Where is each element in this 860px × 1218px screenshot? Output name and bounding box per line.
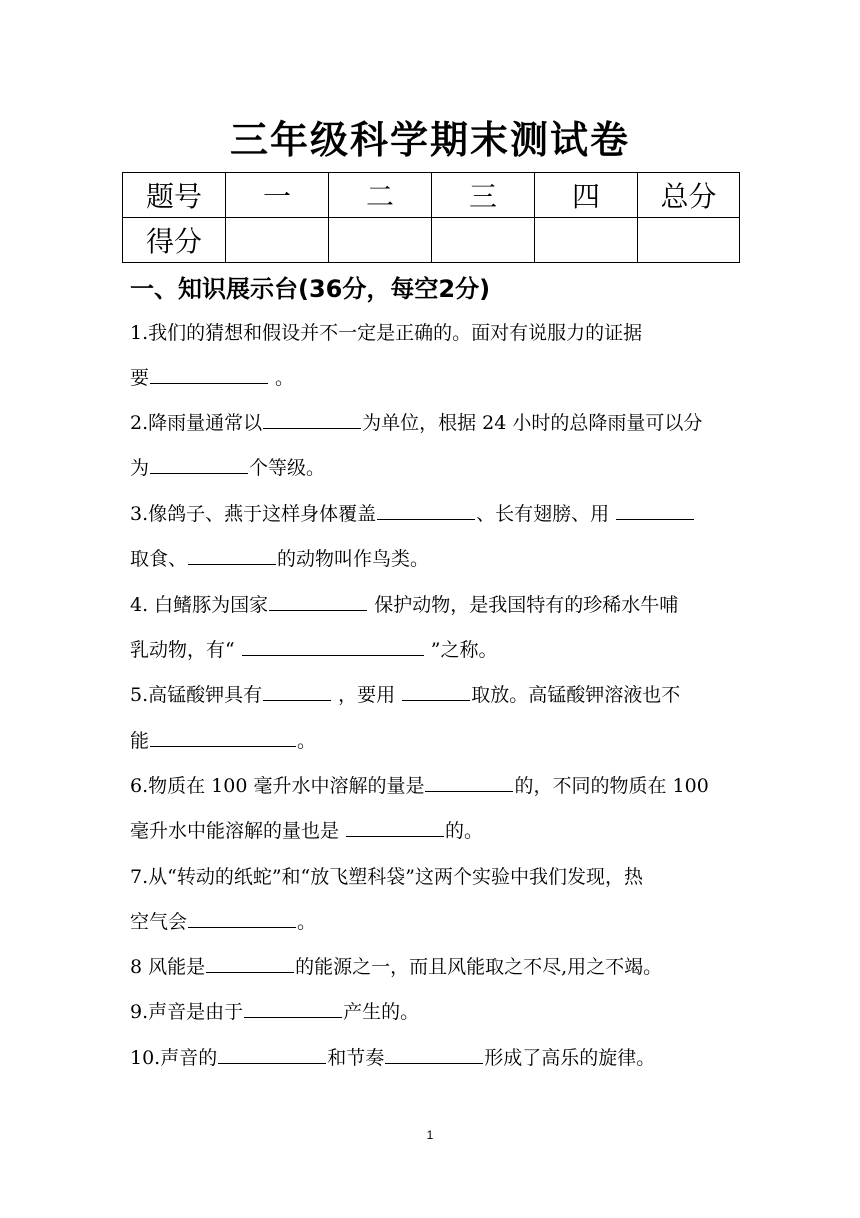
answer-blank[interactable] (218, 1041, 326, 1064)
page-title: 三年级科学期末测试卷 (229, 118, 630, 162)
question-4-line-2: 乳动物，有“ ”之称。 (130, 628, 740, 673)
header-cell: 三 (432, 173, 535, 218)
question-6-line-1: 6.物质在 100 毫升水中溶解的量是 的，不同的物质在 100 (130, 764, 740, 809)
answer-blank[interactable] (263, 406, 361, 429)
header-cell: 题号 (123, 173, 226, 218)
question-6-line-2: 毫升水中能溶解的量也是 的。 (130, 809, 740, 854)
question-3-line-2: 取食、 的动物叫作鸟类。 (130, 537, 740, 582)
answer-blank[interactable] (150, 724, 296, 747)
header-cell: 四 (535, 173, 638, 218)
score-table-header-row (123, 173, 740, 218)
score-cell-total[interactable] (638, 218, 740, 263)
answer-blank[interactable] (269, 588, 367, 611)
score-table (122, 172, 740, 263)
answer-blank[interactable] (377, 497, 475, 520)
question-10: 10.声音的 和节奏 形成了高乐的旋律。 (130, 1036, 740, 1081)
answer-blank[interactable] (263, 678, 331, 701)
answer-blank[interactable] (385, 1041, 483, 1064)
answer-blank[interactable] (346, 814, 444, 837)
question-5-line-2: 能 。 (130, 719, 740, 764)
question-5-line-1: 5.高锰酸钾具有 ，要用 取放。高锰酸钾溶液也不 (130, 673, 740, 718)
header-cell: 一 (226, 173, 329, 218)
question-7-line-2: 空气会 。 (130, 900, 740, 945)
answer-blank[interactable] (616, 497, 694, 520)
answer-blank[interactable] (150, 451, 248, 474)
question-2-line-2: 为 个等级。 (130, 446, 740, 491)
section-heading: 一、知识展示台(36分，每空2分) (130, 275, 491, 303)
question-1-line-2: 要 。 (130, 356, 740, 401)
answer-blank[interactable] (244, 995, 342, 1018)
answer-blank[interactable] (402, 678, 470, 701)
answer-blank[interactable] (150, 361, 268, 384)
question-4-line-1: 4. 白鳍豚为国家 保护动物，是我国特有的珍稀水牛哺 (130, 583, 740, 628)
question-7-line-1: 7.从“转动的纸蛇”和“放飞塑科袋”这两个实验中我们发现，热 (130, 866, 643, 888)
answer-blank[interactable] (425, 769, 513, 792)
score-cell-2[interactable] (329, 218, 432, 263)
score-cell-3[interactable] (432, 218, 535, 263)
page-number: 1 (426, 1128, 434, 1142)
header-cell: 总分 (638, 173, 740, 218)
header-cell: 二 (329, 173, 432, 218)
answer-blank[interactable] (206, 950, 294, 973)
row-label-cell: 得分 (123, 218, 226, 263)
question-1-line-1: 1.我们的猜想和假设并不一定是正确的。面对有说服力的证据 (130, 322, 643, 344)
question-8: 8 风能是 的能源之一，而且风能取之不尽,用之不竭。 (130, 945, 740, 990)
question-9: 9.声音是由于 产生的。 (130, 990, 740, 1035)
answer-blank[interactable] (188, 905, 296, 928)
score-cell-4[interactable] (535, 218, 638, 263)
answer-blank[interactable] (242, 633, 424, 656)
answer-blank[interactable] (188, 542, 276, 565)
question-3-line-1: 3.像鸽子、燕于这样身体覆盖 、长有翅膀、用 (130, 492, 740, 537)
score-table-score-row (123, 218, 740, 263)
score-cell-1[interactable] (226, 218, 329, 263)
question-2-line-1: 2.降雨量通常以 为单位，根据 24 小时的总降雨量可以分 (130, 401, 740, 446)
